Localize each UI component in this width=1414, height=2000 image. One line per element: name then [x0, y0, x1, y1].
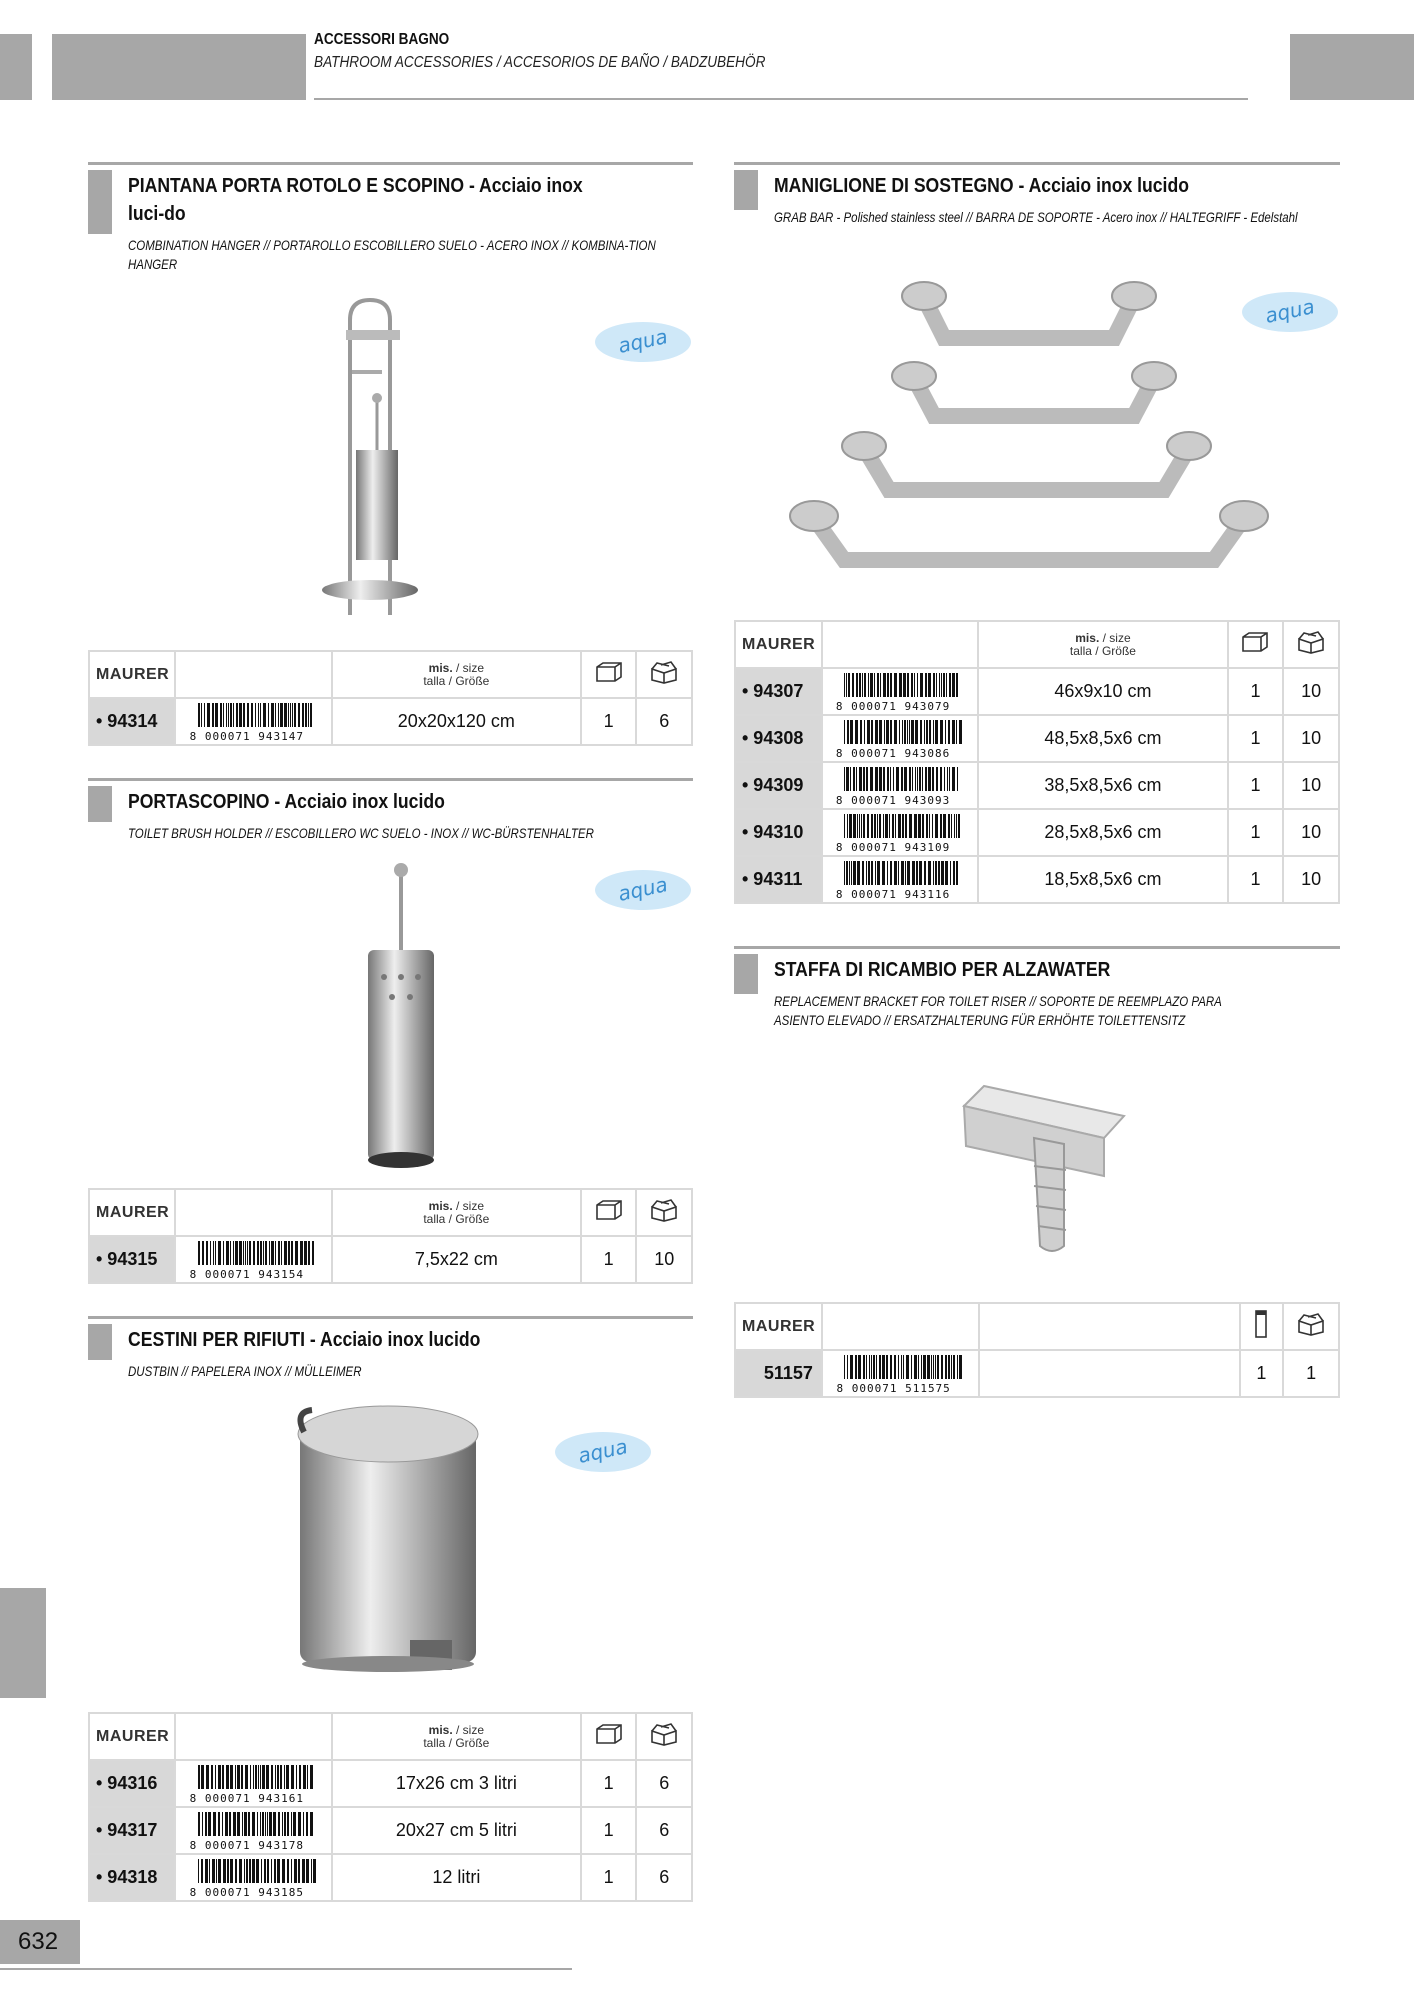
open-box-icon: [1283, 1303, 1339, 1350]
product-code: • 94308: [735, 715, 822, 762]
section-rule: [88, 778, 693, 781]
table-row: [89, 698, 692, 745]
product-code: 51157: [735, 1350, 822, 1397]
brand-logo: MAURER: [89, 651, 175, 698]
header-tab-right: [1290, 34, 1414, 100]
product-code: • 94310: [735, 809, 822, 856]
product-size: [979, 1350, 1240, 1397]
product-code: • 94317: [89, 1807, 175, 1854]
barcode: 8 000071 943109: [822, 809, 979, 856]
product-code: • 94318: [89, 1854, 175, 1901]
box-icon: [581, 651, 637, 698]
product-size: 20x27 cm 5 litri: [332, 1807, 581, 1854]
qty-outer: 6: [636, 1854, 692, 1901]
section-title: [774, 956, 1302, 984]
barcode: 8 000071 943093: [822, 762, 979, 809]
product-code: • 94307: [735, 668, 822, 715]
qty-inner: 1: [581, 1807, 637, 1854]
header-tab-center: [52, 34, 306, 100]
section-rule: [88, 1316, 693, 1319]
qty-inner: 1: [1228, 715, 1284, 762]
table-row: [735, 715, 1339, 762]
title-material: - Acciaio inox lucido: [269, 791, 445, 813]
section-rule: [88, 162, 693, 165]
product-image-combination-hanger: [88, 290, 693, 640]
header-subtitle: BATHROOM ACCESSORIES / ACCESORIOS DE BAÑO / BADZUBEHÖR: [314, 54, 766, 71]
size-header: [979, 1303, 1240, 1350]
table-header-row: [735, 621, 1339, 668]
product-table-replacement-bracket: [734, 1302, 1340, 1398]
barcode-header: [822, 1303, 979, 1350]
table-header-row: [89, 1189, 692, 1236]
barcode: 8 000071 943147: [175, 698, 331, 745]
section-title: [128, 1326, 621, 1354]
product-code: • 94309: [735, 762, 822, 809]
barcode: 8 000071 943154: [175, 1236, 331, 1283]
qty-inner: 1: [1228, 856, 1284, 903]
qty-inner: 1: [1228, 762, 1284, 809]
barcode-header: [175, 1713, 331, 1760]
aqua-badge-text: aqua: [575, 1434, 630, 1468]
bracket-illustration: [734, 1046, 1340, 1296]
barcode-header: [175, 1189, 331, 1236]
table-row: [735, 762, 1339, 809]
brand-logo: MAURER: [735, 621, 822, 668]
table-row: [89, 1236, 692, 1283]
header-tab-left: [0, 34, 32, 100]
barcode: 8 000071 943086: [822, 715, 979, 762]
product-code: • 94315: [89, 1236, 175, 1283]
header-rule: [314, 98, 1248, 100]
section-marker: [88, 1324, 112, 1360]
product-code: • 94316: [89, 1760, 175, 1807]
aqua-badge: [1240, 288, 1340, 334]
product-size: 12 litri: [332, 1854, 581, 1901]
section-description: DUSTBIN // PAPELERA INOX // MÜLLEIMER: [128, 1363, 362, 1379]
section-description: REPLACEMENT BRACKET FOR TOILET RISER // SOPORTE DE REEMPLAZO PARA ASIENTO ELEVADO // ERSATZHALTERUNG FÜR ERHÖHTE TOILETTENSITZ: [774, 993, 1222, 1028]
brand-logo: MAURER: [89, 1189, 175, 1236]
open-box-icon: [636, 1713, 692, 1760]
open-box-icon: [1283, 621, 1339, 668]
side-tab: [0, 1588, 46, 1698]
product-image-toilet-brush-holder: [88, 852, 693, 1182]
single-unit-icon: [1240, 1303, 1283, 1350]
section-rule: [734, 162, 1340, 165]
qty-inner: 1: [581, 1760, 637, 1807]
product-table-toilet-brush-holder: [88, 1188, 693, 1284]
qty-inner: 1: [1228, 668, 1284, 715]
section-marker: [734, 954, 758, 994]
product-size: 17x26 cm 3 litri: [332, 1760, 581, 1807]
title-main: CESTINI PER RIFIUTI: [128, 1329, 305, 1351]
product-size: 48,5x8,5x6 cm: [978, 715, 1227, 762]
product-size: 46x9x10 cm: [978, 668, 1227, 715]
qty-outer: 10: [1283, 715, 1339, 762]
qty-outer: 10: [1283, 762, 1339, 809]
title-material: - Acciaio inox luci-do: [128, 175, 583, 225]
barcode-header: [175, 651, 331, 698]
size-header: mis. / size talla / Größe: [332, 1189, 581, 1236]
product-size: 18,5x8,5x6 cm: [978, 856, 1227, 903]
section-description: GRAB BAR - Polished stainless steel // BARRA DE SOPORTE - Acero inox // HALTEGRIFF - Edelstahl: [774, 209, 1298, 225]
header-category: ACCESSORI BAGNO: [314, 31, 450, 48]
box-icon: [581, 1713, 637, 1760]
table-row: [735, 856, 1339, 903]
qty-outer: 10: [1283, 668, 1339, 715]
table-row: [735, 1350, 1339, 1397]
barcode: 8 000071 943161: [175, 1760, 331, 1807]
product-size: 20x20x120 cm: [332, 698, 581, 745]
qty-outer: 10: [1283, 809, 1339, 856]
footer-rule: [0, 1968, 572, 1970]
brand-logo: MAURER: [735, 1303, 822, 1350]
section-marker: [88, 170, 112, 234]
aqua-badge-text: aqua: [1262, 294, 1317, 328]
barcode: 8 000071 943178: [175, 1807, 331, 1854]
barcode-header: [822, 621, 979, 668]
qty-inner: 1: [581, 1854, 637, 1901]
product-image-replacement-bracket: [734, 1046, 1340, 1296]
section-dustbin: [88, 1316, 693, 1386]
title-main: MANIGLIONE DI SOSTEGNO: [774, 175, 1014, 197]
table-row: [89, 1854, 692, 1901]
page-number: 632: [0, 1920, 80, 1964]
size-header: mis. / size talla / Größe: [332, 651, 581, 698]
table-header-row: [89, 651, 692, 698]
title-material: - Acciaio inox lucido: [1013, 175, 1189, 197]
aqua-badge: [593, 318, 693, 364]
qty-outer: 6: [636, 698, 692, 745]
section-grab-bar: [734, 162, 1340, 252]
barcode: 8 000071 511575: [822, 1350, 979, 1397]
section-replacement-bracket: [734, 946, 1340, 1036]
brand-logo: MAURER: [89, 1713, 175, 1760]
product-code: • 94314: [89, 698, 175, 745]
qty-outer: 10: [1283, 856, 1339, 903]
section-combination-hanger: [88, 162, 693, 282]
title-main: PORTASCOPINO: [128, 791, 270, 813]
product-size: 28,5x8,5x6 cm: [978, 809, 1227, 856]
section-description: COMBINATION HANGER // PORTAROLLO ESCOBILLERO SUELO - ACERO INOX // KOMBINA-TION HANGER: [128, 237, 656, 272]
section-title: [128, 788, 621, 816]
section-marker: [88, 786, 112, 822]
product-code: • 94311: [735, 856, 822, 903]
open-box-icon: [636, 1189, 692, 1236]
section-title: [128, 172, 621, 228]
qty-inner: 1: [1240, 1350, 1283, 1397]
table-row: [89, 1760, 692, 1807]
qty-outer: 10: [636, 1236, 692, 1283]
aqua-badge-text: aqua: [615, 324, 670, 358]
qty-outer: 1: [1283, 1350, 1339, 1397]
section-description: TOILET BRUSH HOLDER // ESCOBILLERO WC SUELO - INOX // WC-BÜRSTENHALTER: [128, 825, 594, 841]
product-image-grab-bar: [734, 258, 1340, 614]
table-row: [735, 668, 1339, 715]
section-rule: [734, 946, 1340, 949]
product-table-combination-hanger: [88, 650, 693, 746]
box-icon: [581, 1189, 637, 1236]
qty-inner: 1: [581, 1236, 637, 1283]
qty-inner: 1: [1228, 809, 1284, 856]
aqua-badge: [593, 866, 693, 912]
open-box-icon: [636, 651, 692, 698]
qty-outer: 6: [636, 1807, 692, 1854]
qty-outer: 6: [636, 1760, 692, 1807]
section-title: [774, 172, 1302, 200]
table-row: [89, 1807, 692, 1854]
product-size: 38,5x8,5x6 cm: [978, 762, 1227, 809]
product-table-dustbin: [88, 1712, 693, 1902]
section-marker: [734, 170, 758, 210]
title-main: PIANTANA PORTA ROTOLO E SCOPINO: [128, 175, 465, 197]
table-row: [735, 809, 1339, 856]
table-header-row: [735, 1303, 1339, 1350]
product-table-grab-bar: [734, 620, 1340, 904]
product-image-dustbin: [88, 1392, 693, 1692]
barcode: 8 000071 943185: [175, 1854, 331, 1901]
qty-inner: 1: [581, 698, 637, 745]
title-main: STAFFA DI RICAMBIO PER ALZAWATER: [774, 959, 1111, 981]
barcode: 8 000071 943079: [822, 668, 979, 715]
size-header: mis. / size talla / Größe: [978, 621, 1227, 668]
table-header-row: [89, 1713, 692, 1760]
barcode: 8 000071 943116: [822, 856, 979, 903]
title-material: - Acciaio inox lucido: [304, 1329, 481, 1351]
size-header: mis. / size talla / Größe: [332, 1713, 581, 1760]
aqua-badge-text: aqua: [615, 872, 670, 906]
box-icon: [1228, 621, 1284, 668]
aqua-badge: [553, 1428, 653, 1474]
product-size: 7,5x22 cm: [332, 1236, 581, 1283]
section-toilet-brush-holder: [88, 778, 693, 848]
